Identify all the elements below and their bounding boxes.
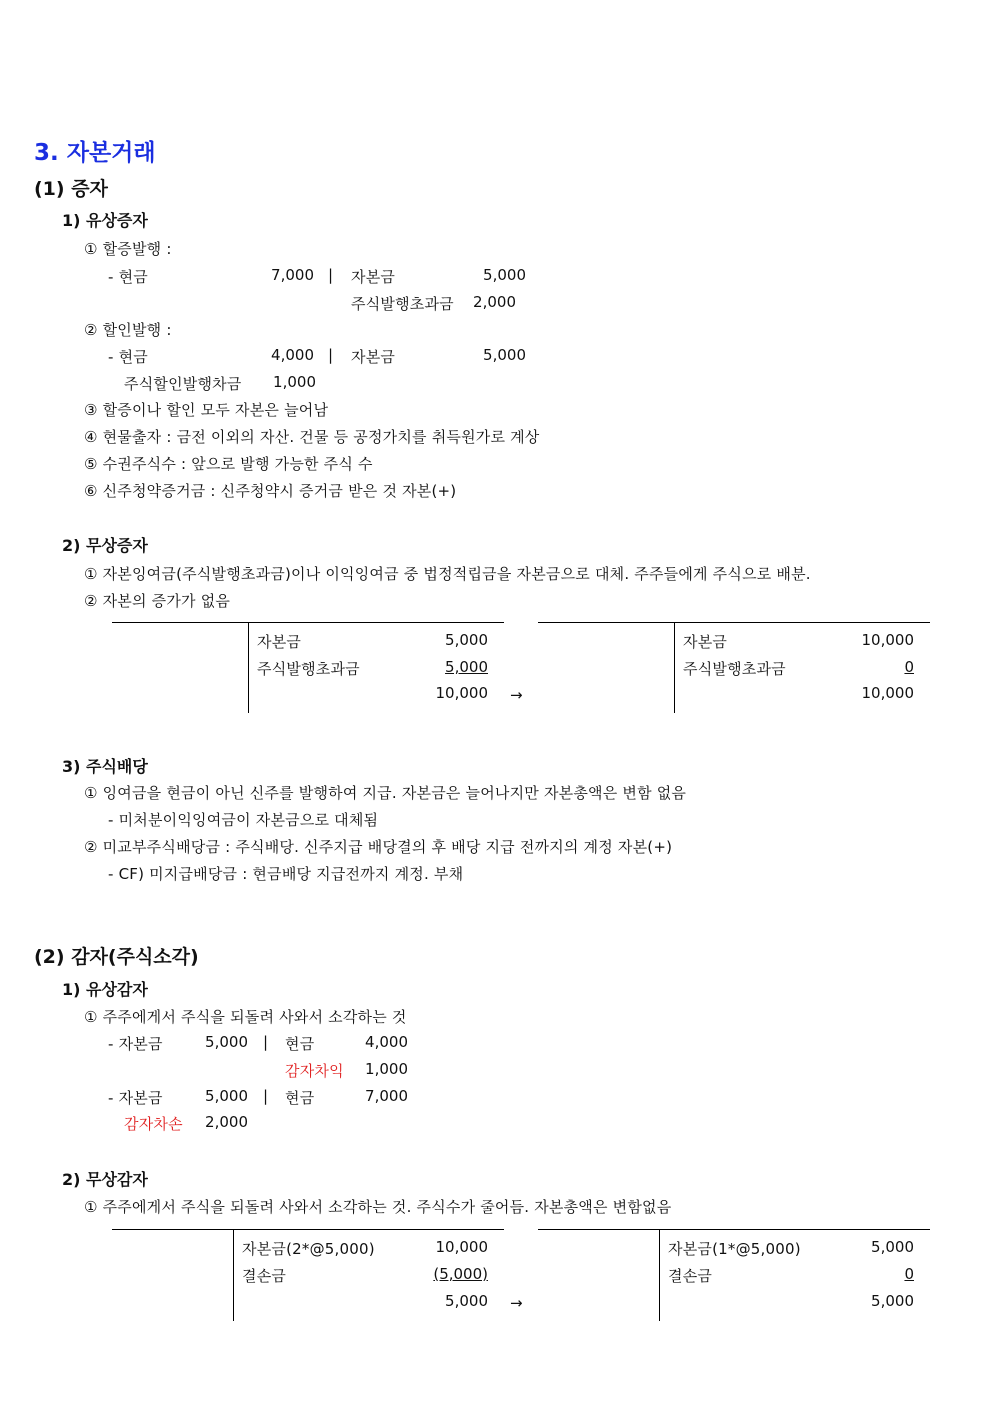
stock-dividend-sub-1: - 미처분이익잉여금이 자본금으로 대체됨 — [108, 811, 379, 829]
journal-dr-label: - 자본금 — [108, 1089, 163, 1107]
t-account-divider — [248, 622, 249, 713]
journal-cr-label-gain: 감자차익 — [285, 1062, 344, 1080]
free-increase-item-2: ② 자본의 증가가 없음 — [84, 592, 231, 610]
section-title: 3. 자본거래 — [34, 140, 156, 166]
t-account-total: 10,000 — [861, 684, 914, 702]
paid-reduction-item-1: ① 주주에게서 주식을 되돌려 사와서 소각하는 것 — [84, 1008, 407, 1026]
t-account-top-line — [538, 1229, 930, 1230]
t-account-amount: 5,000 — [445, 631, 488, 649]
t-account-total: 5,000 — [445, 1292, 488, 1310]
journal-dr-amount: 5,000 — [205, 1087, 248, 1105]
heading-capital-increase: (1) 증자 — [34, 178, 108, 200]
t-account-amount: 0 — [904, 1265, 914, 1283]
journal-dr-amount: 1,000 — [273, 373, 316, 391]
journal-cr-label: 현금 — [285, 1035, 315, 1053]
journal-cr-amount: 5,000 — [483, 346, 526, 364]
journal-dr-amount: 2,000 — [205, 1113, 248, 1131]
journal-cr-amount: 2,000 — [473, 293, 516, 311]
t-account-amount: 5,000 — [445, 658, 488, 676]
heading-stock-dividend: 3) 주식배당 — [62, 757, 148, 776]
t-account-label: 주식발행초과금 — [683, 660, 786, 678]
journal-dr-amount: 7,000 — [271, 266, 314, 284]
journal-dr-label: - 자본금 — [108, 1035, 163, 1053]
t-account-amount: 10,000 — [861, 631, 914, 649]
stock-dividend-item-1: ① 잉여금을 현금이 아닌 신주를 발행하여 지급. 자본금은 늘어나지만 자본총액은 변함 없음 — [84, 784, 687, 802]
t-account-top-line — [538, 622, 930, 623]
journal-cr-amount: 5,000 — [483, 266, 526, 284]
journal-separator: | — [328, 266, 334, 284]
t-account-divider — [674, 622, 675, 713]
t-account-divider — [233, 1229, 234, 1321]
t-account-amount: 10,000 — [435, 1238, 488, 1256]
journal-dr-label: 주식할인발행차금 — [124, 375, 242, 393]
t-account-label: 자본금 — [683, 633, 728, 651]
t-account-label: 자본금(2*@5,000) — [242, 1240, 375, 1258]
journal-dr-label: - 현금 — [108, 268, 148, 286]
heading-paid-increase: 1) 유상증자 — [62, 211, 148, 230]
journal-separator: | — [263, 1033, 269, 1051]
t-account-total: 10,000 — [435, 684, 488, 702]
paid-increase-item-2: ② 할인발행 : — [84, 321, 172, 339]
t-account-label: 결손금 — [242, 1267, 287, 1285]
paid-increase-item-5: ⑤ 수권주식수 : 앞으로 발행 가능한 주식 수 — [84, 455, 373, 473]
t-account-top-line — [112, 622, 504, 623]
journal-cr-amount: 1,000 — [365, 1060, 408, 1078]
journal-dr-label: - 현금 — [108, 348, 148, 366]
heading-free-reduction: 2) 무상감자 — [62, 1170, 148, 1189]
t-account-amount: (5,000) — [433, 1265, 488, 1283]
stock-dividend-item-2: ② 미교부주식배당금 : 주식배당. 신주지급 배당결의 후 배당 지급 전까지의 계정 자본(+) — [84, 838, 673, 856]
journal-separator: | — [328, 346, 334, 364]
arrow-icon: → — [510, 686, 523, 704]
t-account-label: 자본금(1*@5,000) — [668, 1240, 801, 1258]
journal-cr-label: 자본금 — [351, 348, 396, 366]
journal-cr-label: 현금 — [285, 1089, 315, 1107]
free-increase-item-1: ① 자본잉여금(주식발행초과금)이나 이익잉여금 중 법정적립금을 자본금으로 대체. 주주들에게 주식으로 배분. — [84, 565, 811, 583]
journal-cr-label: 주식발행초과금 — [351, 295, 454, 313]
t-account-divider — [659, 1229, 660, 1321]
journal-separator: | — [263, 1087, 269, 1105]
arrow-icon: → — [510, 1294, 523, 1312]
journal-dr-label-loss: 감자차손 — [124, 1115, 183, 1133]
heading-paid-reduction: 1) 유상감자 — [62, 980, 148, 999]
heading-free-increase: 2) 무상증자 — [62, 536, 148, 555]
journal-cr-amount: 4,000 — [365, 1033, 408, 1051]
paid-increase-item-4: ④ 현물출자 : 금전 이외의 자산. 건물 등 공정가치를 취득원가로 계상 — [84, 428, 540, 446]
stock-dividend-sub-2: - CF) 미지급배당금 : 현금배당 지급전까지 계정. 부채 — [108, 865, 464, 883]
journal-dr-amount: 5,000 — [205, 1033, 248, 1051]
t-account-total: 5,000 — [871, 1292, 914, 1310]
journal-cr-label: 자본금 — [351, 268, 396, 286]
t-account-top-line — [112, 1229, 504, 1230]
paid-increase-item-3: ③ 할증이나 할인 모두 자본은 늘어남 — [84, 401, 329, 419]
t-account-amount: 5,000 — [871, 1238, 914, 1256]
free-reduction-item-1: ① 주주에게서 주식을 되돌려 사와서 소각하는 것. 주식수가 줄어듬. 자본총액은 변함없음 — [84, 1198, 672, 1216]
journal-cr-amount: 7,000 — [365, 1087, 408, 1105]
t-account-label: 자본금 — [257, 633, 302, 651]
paid-increase-item-1: ① 할증발행 : — [84, 240, 172, 258]
heading-capital-reduction: (2) 감자(주식소각) — [34, 946, 199, 968]
journal-dr-amount: 4,000 — [271, 346, 314, 364]
paid-increase-item-6: ⑥ 신주청약증거금 : 신주청약시 증거금 받은 것 자본(+) — [84, 482, 457, 500]
t-account-label: 주식발행초과금 — [257, 660, 360, 678]
t-account-amount: 0 — [904, 658, 914, 676]
t-account-label: 결손금 — [668, 1267, 713, 1285]
